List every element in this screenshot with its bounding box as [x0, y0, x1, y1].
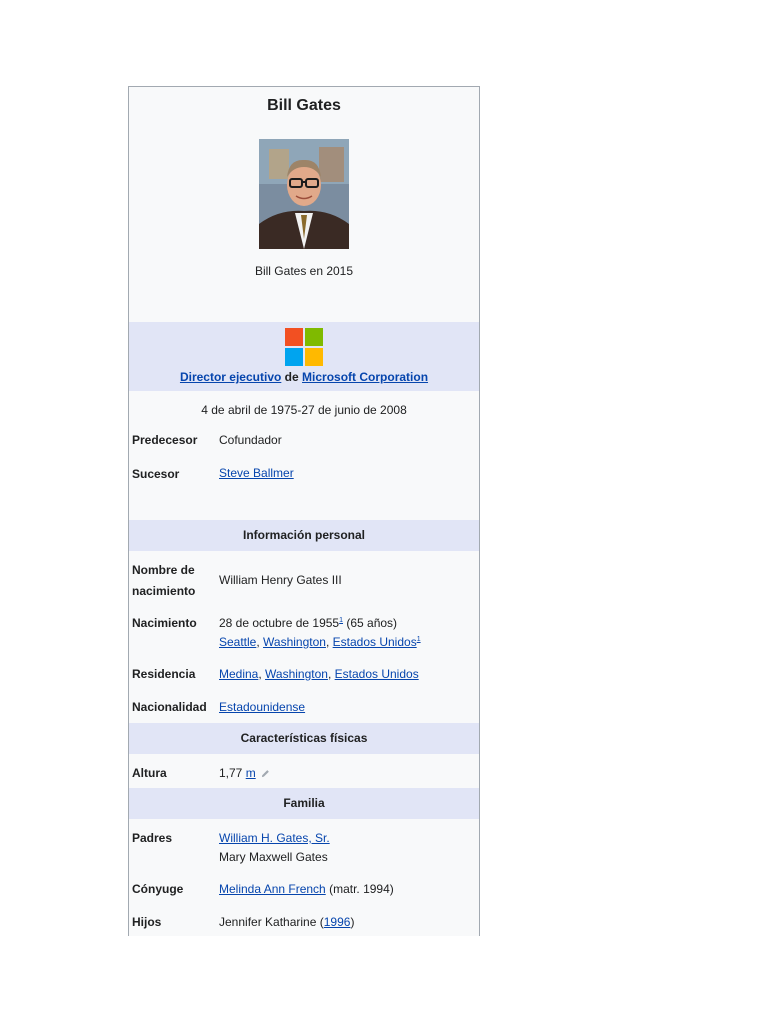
infobox: [128, 86, 480, 936]
child-name: Jennifer Katharine: [219, 915, 317, 929]
successor-value: [219, 464, 294, 483]
residence-state-link[interactable]: Washington: [265, 667, 328, 681]
birth-country-link[interactable]: Estados Unidos: [332, 635, 417, 649]
pencil-icon[interactable]: [261, 769, 270, 778]
residence-label: Residencia: [132, 667, 196, 681]
height-number: 1,77: [219, 766, 243, 780]
birth-age: (65 años): [346, 616, 398, 630]
birth-ref-link[interactable]: 1: [339, 617, 344, 624]
residence-country-link[interactable]: Estados Unidos: [334, 667, 419, 681]
predecessor-value: Cofundador: [219, 433, 282, 447]
spouse-label: Cónyuge: [132, 882, 184, 896]
residence-city-link[interactable]: Medina: [219, 667, 259, 681]
birth-label: Nacimiento: [132, 616, 197, 630]
logo-square-yellow: [305, 348, 323, 366]
nationality-label: Nacionalidad: [132, 700, 207, 714]
portrait-illustration: [259, 139, 349, 249]
office-period: 4 de abril de 1975-27 de junio de 2008: [201, 403, 407, 417]
birth-country-ref-link[interactable]: 1: [416, 636, 421, 643]
office-role: [129, 370, 479, 384]
spouse-link[interactable]: Melinda Ann French: [219, 882, 326, 896]
birth-date: 28 de octubre de 1955: [219, 616, 340, 630]
logo-square-blue: [285, 348, 303, 366]
child-year-link[interactable]: 1996: [323, 915, 351, 929]
birth-value: 28 de octubre de 1955$^1$ (65 años) Seattle, Washington, Estados Unidos$^1$: [219, 616, 421, 649]
mother-name: Mary Maxwell Gates: [219, 850, 328, 864]
successor-link[interactable]: Steve Ballmer: [219, 466, 294, 480]
photo-caption: Bill Gates en 2015: [254, 264, 354, 278]
birth-name-label-line1: Nombre de: [132, 563, 195, 577]
father-link[interactable]: William H. Gates, Sr.: [219, 831, 330, 845]
height-unit-link[interactable]: m: [245, 766, 256, 780]
spouse-note: (matr. 1994): [329, 882, 394, 896]
parents-value: [219, 829, 330, 867]
personal-info-header: Información personal: [129, 520, 479, 551]
infobox-title: Bill Gates: [267, 97, 341, 114]
logo-square-green: [305, 328, 323, 346]
height-value: [219, 764, 270, 783]
birth-name-label-line2: nacimiento: [132, 584, 196, 598]
role-link[interactable]: Director ejecutivo: [179, 370, 282, 384]
nationality-link[interactable]: Estadounidense: [219, 700, 306, 714]
predecessor-label: Predecesor: [132, 433, 198, 447]
height-label: Altura: [132, 766, 167, 780]
birth-city-link[interactable]: Seattle: [219, 635, 257, 649]
portrait-photo[interactable]: [259, 139, 349, 249]
spouse-value: [219, 880, 394, 899]
birth-name-label: [132, 560, 195, 602]
residence-value: Medina, Washington, Estados Unidos: [219, 667, 419, 681]
successor-label: Sucesor: [132, 467, 180, 481]
role-connector: de: [284, 370, 299, 384]
physical-header: Características físicas: [129, 723, 479, 754]
children-value: Jennifer Katharine (1996): [219, 915, 355, 929]
children-label: Hijos: [132, 915, 162, 929]
birth-state-link[interactable]: Washington: [263, 635, 326, 649]
birth-name-value: William Henry Gates III: [219, 573, 342, 587]
logo-square-red: [285, 328, 303, 346]
family-header: Familia: [129, 788, 479, 819]
microsoft-logo: [285, 328, 323, 366]
parents-label: Padres: [132, 831, 173, 845]
nationality-value: [219, 698, 305, 717]
organization-link[interactable]: Microsoft Corporation: [302, 370, 429, 384]
